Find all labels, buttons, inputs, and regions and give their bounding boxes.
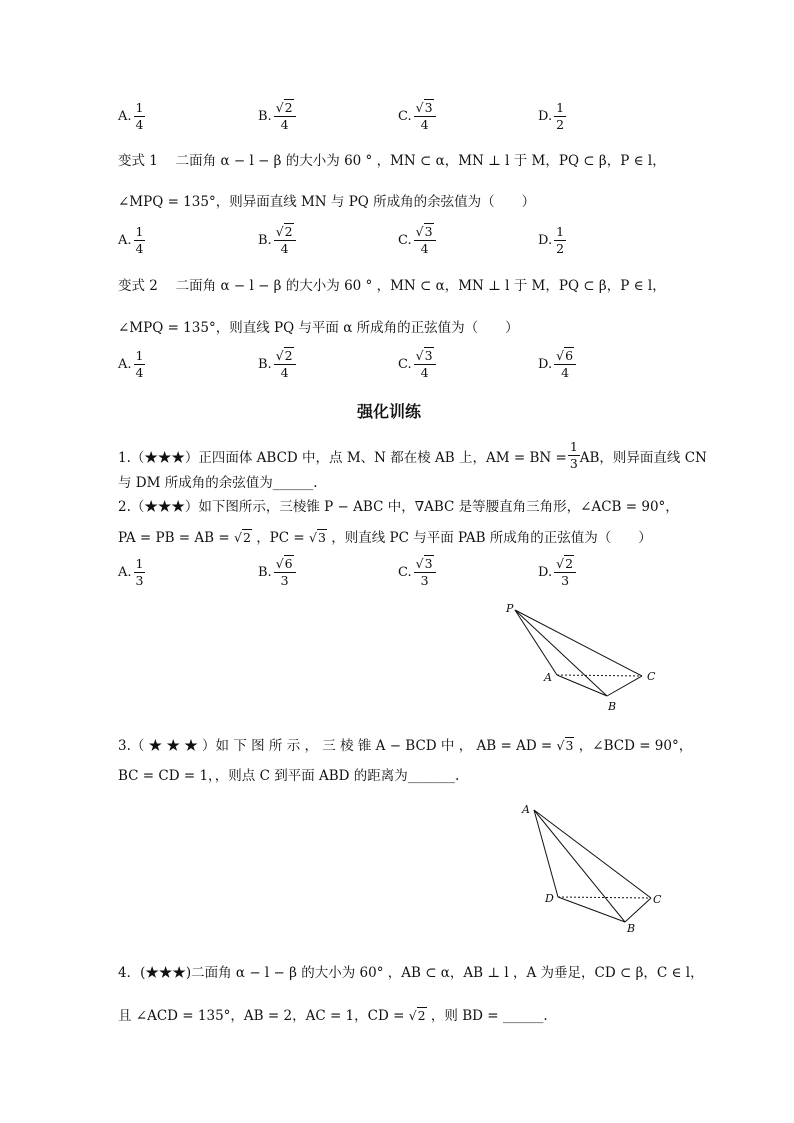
fraction-denominator: 4 [135,364,144,380]
fraction-denominator: 4 [420,240,429,256]
fraction-numerator: 1 [569,439,578,454]
sqrt-expression: √3 [556,738,574,753]
problem2-line2 [118,526,652,546]
edge-ab [557,675,607,696]
fraction-numerator: 1 [556,224,565,239]
problem4-text-b: ，则 BD = ______. [430,1008,548,1024]
option-fraction [134,102,146,131]
fraction-numerator: √6 [554,350,576,365]
fraction-numerator: √2 [274,102,296,117]
problem1-fraction [568,441,580,470]
option-label: B. [258,109,272,124]
fraction-denominator: 3 [561,572,570,588]
problem1-line2: 与 DM 所成角的余弦值为______. [118,475,318,491]
sqrt-expression: √2 [233,530,251,545]
option-label: D. [538,233,553,248]
option-label: A. [118,233,132,248]
fraction-numerator: 1 [556,100,565,115]
option-b [258,226,296,255]
section-title: 强化训练 [357,402,422,421]
option-fraction [554,102,566,131]
edge-ac-hidden [557,675,642,676]
option-label: C. [398,109,412,124]
fraction-numerator: √3 [414,102,436,117]
option-label: B. [258,565,272,580]
edge-pb [515,610,607,696]
radicand: 2 [417,1008,426,1023]
option-a [118,226,145,255]
problem3-line2: BC = CD = 1，，则点 C 到平面 ABD 的距离为_______. [118,768,460,784]
option-fraction [274,226,296,255]
option-fraction [134,350,146,379]
sqrt-expression: √3 [309,530,326,545]
problem3-line1 [118,734,692,754]
option-fraction [414,558,436,587]
vertex-label-d: D [545,892,554,905]
option-fraction [554,226,566,255]
option-a [118,350,145,379]
option-label: C. [398,357,412,372]
fraction-numerator: 1 [135,224,144,239]
fraction-denominator: 4 [135,116,144,132]
figure-pyramid-pabc [500,598,670,716]
fraction-denominator: 3 [420,572,429,588]
radicand: 3 [317,530,326,545]
radicand: 2 [242,530,251,545]
fraction-denominator: 4 [420,364,429,380]
vertex-label-b: B [608,700,617,713]
fraction-denominator: 2 [556,116,565,132]
variant1-line1: 变式 1 二面角 α − l − β 的大小为 60 ° ，MN ⊂ α，MN ⊥ l 于 M，PQ ⊂ β，P ∈ l， [118,153,666,169]
fraction-numerator: 1 [135,100,144,115]
edge-pa [515,610,557,675]
option-fraction [134,226,146,255]
problem4-text-a: 且 ∠ACD = 135°，AB = 2，AC = 1，CD = [118,1008,405,1024]
option-label: D. [538,357,553,372]
fraction-numerator: √3 [414,350,436,365]
option-label: C. [398,233,412,248]
fraction-denominator: 3 [280,572,289,588]
option-fraction [414,226,436,255]
option-label: C. [398,565,412,580]
fraction-denominator: 4 [280,364,289,380]
option-fraction [414,102,436,131]
option-fraction [274,102,296,131]
fraction-numerator: √3 [414,226,436,241]
option-d [538,102,566,131]
problem3-text-a: 3.（ ★ ★ ★ ）如 下 图 所 示 ， 三 棱 锥 A − BCD 中 ， AB = AD = [118,738,553,754]
option-fraction [554,558,576,587]
fraction-denominator: 4 [280,116,289,132]
fraction-numerator: √2 [554,558,576,573]
problem1-text-a: 1.（★★★）正四面体 ABCD 中，点 M、N 都在棱 AB 上，AM = BN = [118,449,567,466]
option-label: A. [118,357,132,372]
problem2-text-b: ，PC = [256,530,305,546]
fraction-denominator: 4 [420,116,429,132]
option-fraction [554,350,576,379]
vertex-label-a: A [522,803,530,816]
option-label: A. [118,565,132,580]
vertex-label-p: P [506,602,514,615]
problem3-text-b: ，∠BCD = 90°， [578,738,693,754]
fraction-denominator: 4 [561,364,570,380]
vertex-label-c: C [647,670,656,683]
problem2-text-a: PA = PB = AB = [118,530,230,546]
variant2-line1: 变式 2 二面角 α − l − β 的大小为 60 ° ，MN ⊂ α，MN ⊥ l 于 M，PQ ⊂ β，P ∈ l， [118,278,666,294]
fraction-denominator: 4 [135,240,144,256]
variant2-line2: ∠MPQ = 135°，则直线 PQ 与平面 α 所成角的正弦值为（ ） [118,320,519,336]
option-fraction [274,558,296,587]
edge-ad [534,810,558,897]
edge-bc [607,676,642,696]
figure-pyramid-abcd [512,798,672,938]
option-fraction [274,350,296,379]
sqrt-expression: √2 [408,1008,426,1023]
option-label: A. [118,109,132,124]
option-b [258,558,296,587]
fraction-numerator: 1 [135,348,144,363]
vertex-label-a: A [544,671,552,684]
fraction-numerator: √2 [274,226,296,241]
problem2-text-c: ，则直线 PC 与平面 PAB 所成角的正弦值为（ ） [331,530,652,546]
fraction-denominator: 3 [135,572,144,588]
fraction-numerator: 1 [135,556,144,571]
option-c [398,102,436,131]
option-fraction [134,558,146,587]
fraction-denominator: 2 [556,240,565,256]
fraction-denominator: 3 [569,455,578,471]
option-d [538,226,566,255]
option-fraction [414,350,436,379]
option-b [258,102,296,131]
option-label: B. [258,233,272,248]
fraction-numerator: √6 [274,558,296,573]
fraction-numerator: √2 [274,350,296,365]
problem4-line2 [118,1004,548,1024]
option-a [118,102,145,131]
edge-ac [534,810,651,898]
radicand: 3 [565,738,574,753]
option-c [398,558,436,587]
option-d [538,350,576,379]
fraction-numerator: √3 [414,558,436,573]
vertex-label-c: C [653,893,662,906]
vertex-label-b: B [627,922,636,935]
option-c [398,226,436,255]
problem2-line1: 2.（★★★）如下图所示，三棱锥 P − ABC 中，∇ABC 是等腰直角三角形，∠ACB = 90°， [118,499,679,515]
option-b [258,350,296,379]
problem4-line1: 4．(★★★)二面角 α − l − β 的大小为 60° ，AB ⊂ α，AB ⊥ l ，A 为垂足，CD ⊂ β，C ∈ l， [118,965,704,981]
variant1-line2: ∠MPQ = 135°，则异面直线 MN 与 PQ 所成角的余弦值为（ ） [118,194,536,210]
edge-bc [625,898,651,922]
option-label: B. [258,357,272,372]
option-label: D. [538,565,553,580]
problem1-text-b: AB，则异面直线 CN [579,449,707,466]
option-c [398,350,436,379]
option-d [538,558,576,587]
option-a [118,558,145,587]
option-label: D. [538,109,553,124]
problem1-line1 [118,441,707,470]
edge-pc [515,610,642,676]
fraction-denominator: 4 [280,240,289,256]
